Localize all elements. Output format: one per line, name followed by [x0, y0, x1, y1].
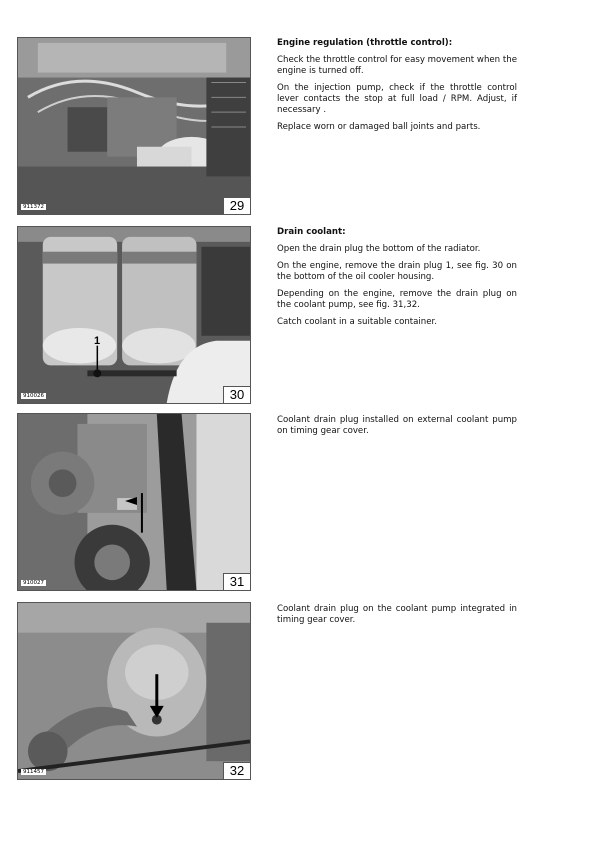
text-line: Depending on the engine, remove the drain plug on the coolant pump, see fig. 31,32.	[277, 289, 517, 310]
figure-number: 30	[223, 386, 250, 403]
coolant-pump-photo	[18, 414, 250, 590]
paragraph: Check the throttle control for easy movement when the engine is turned off.	[277, 55, 517, 76]
section-drain-coolant	[277, 227, 517, 334]
section-engine-regulation	[277, 38, 517, 139]
section-title: Drain coolant:	[277, 227, 346, 237]
paragraph: Coolant drain plug on the coolant pump integrated in timing gear cover.	[277, 604, 517, 625]
section-title: Engine regulation (throttle control):	[277, 38, 453, 48]
figure-32	[17, 602, 251, 780]
figure-29	[17, 37, 251, 215]
figure-id: 910026	[23, 393, 44, 399]
figure-id: 910027	[23, 580, 44, 586]
figure-id: 911457	[23, 769, 44, 775]
figure-number: 31	[223, 573, 250, 590]
text-line: On the engine, remove the drain plug 1, see fig. 30 on the bottom of the oil cooler housing.	[277, 261, 517, 282]
figure-31	[17, 413, 251, 591]
figure-number: 32	[223, 762, 250, 779]
figure-number: 29	[223, 197, 250, 214]
timing-gear-cover-photo	[18, 603, 250, 779]
oil-filter-photo	[18, 227, 250, 403]
paragraph: Replace worn or damaged ball joints and parts.	[277, 122, 481, 132]
section-integrated-pump	[277, 604, 517, 632]
callout-label: 1	[94, 335, 101, 347]
figure-30	[17, 226, 251, 404]
paragraph: Coolant drain plug installed on external coolant pump on timing gear cover.	[277, 415, 517, 436]
text-line: Open the drain plug the bottom of the radiator.	[277, 244, 481, 254]
figure-id: 911372	[23, 204, 44, 210]
paragraph: On the injection pump, check if the throttle control lever contacts the stop at full load / RPM. Adjust, if necessary .	[277, 83, 517, 115]
engine-photo	[18, 38, 250, 214]
text-line: Catch coolant in a suitable container.	[277, 317, 438, 327]
section-external-pump	[277, 415, 517, 443]
